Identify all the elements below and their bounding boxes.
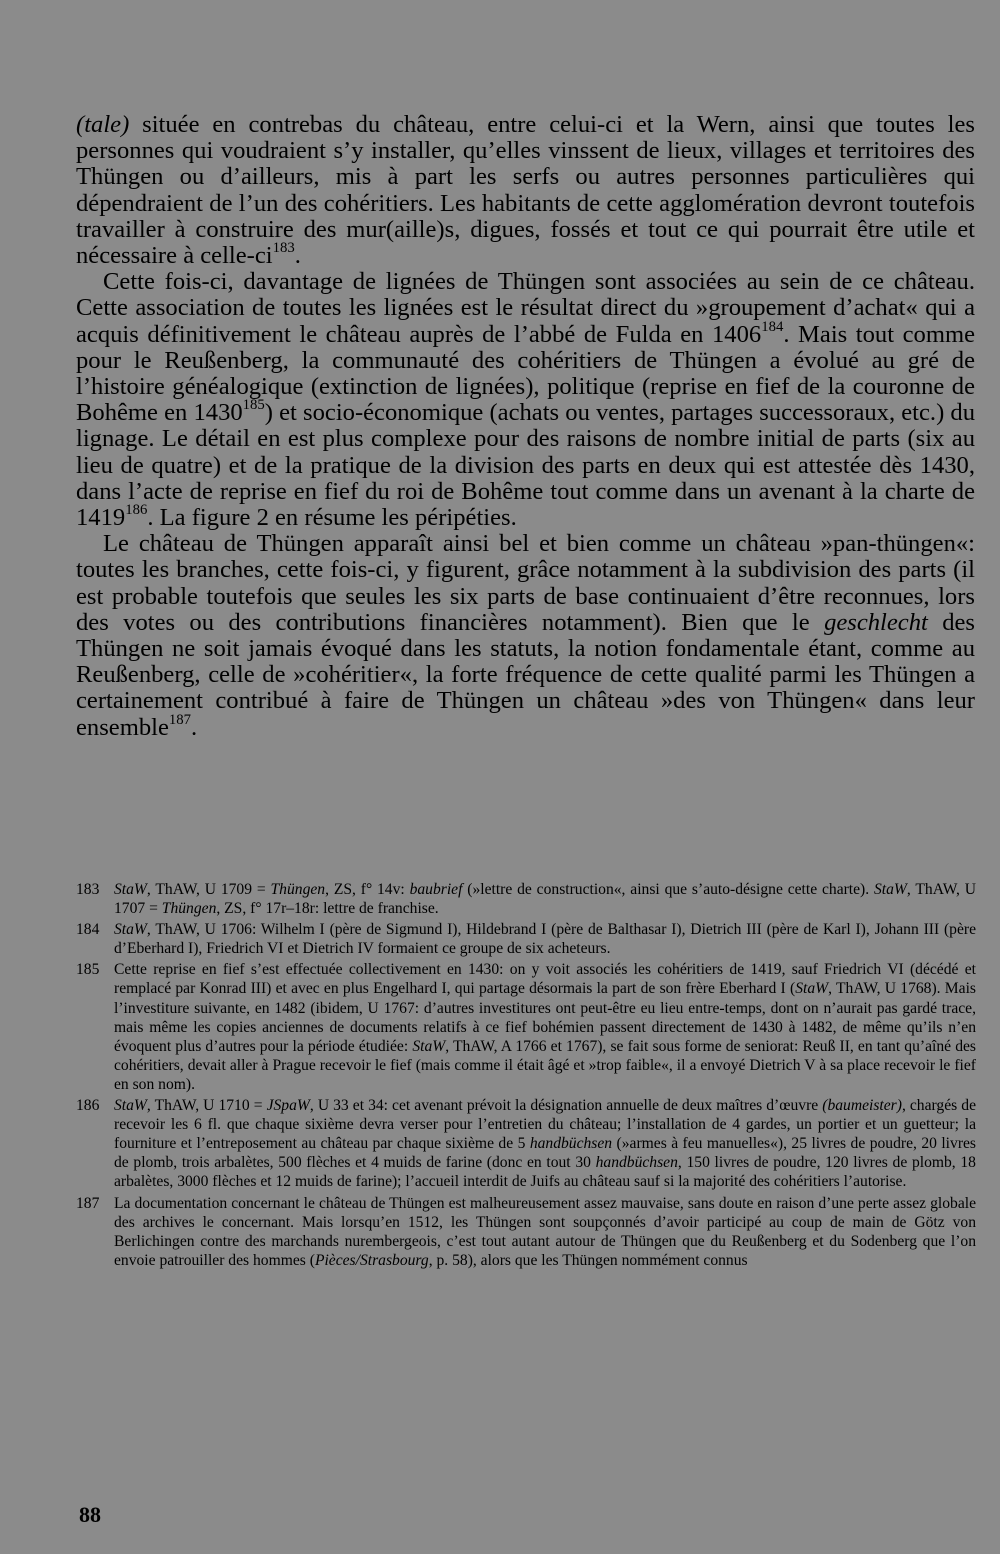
- footnote-number: 186: [76, 1097, 100, 1115]
- text-run: des Thüngen ne soit jamais évoqué dans les statuts, la notion fondamentale étant, comme au Reußenberg, celle de »cohéritier«, la forte fréquence de cette qualité parmi les Thüngen a certainement contribué à faire de Thüngen un château »des von Thüngen« dans leur ensemble: [76, 608, 976, 741]
- italic-run: baubrief: [409, 881, 463, 898]
- text-run: ) et socio-économique (achats ou ventes, partages successoraux, etc.) du lignage. Le détail en est plus complexe pour des raisons de nombre initial de parts (six au lieu de quatre) et de la pratique de la division des parts en deux qui est attestée dès 1430, dans l’acte de reprise en fief du roi de Bohême tout comme dans un avenant à la charte de 1419: [76, 399, 976, 532]
- footnote-text: [114, 1194, 976, 1270]
- main-text: [76, 112, 975, 741]
- footnote-ref: 183: [272, 239, 295, 256]
- italic-run: handbüchsen: [529, 1135, 613, 1153]
- footnotes: [76, 880, 976, 1272]
- footnote-185: [76, 960, 976, 1094]
- italic-run: StaW: [114, 881, 147, 898]
- paragraph-2: [76, 269, 975, 531]
- text-run: , ThAW, U 1707 =: [114, 881, 976, 918]
- text-run: , p. 58), alors que les Thüngen nommément connus: [428, 1251, 748, 1269]
- footnote-ref: 186: [125, 501, 148, 518]
- text-run: , chargés de recevoir les 6 fl. que chaque sixième devra verser pour l’entretien du château; l’installation de 4 gardes, un portier et un guetteur; la fourniture et l’entreposement au château par chaque sixième de 5: [114, 1097, 976, 1153]
- text-run: , ZS, f° 17r–18r: lettre de franchise.: [216, 900, 439, 918]
- text-run: , 150 livres de poudre, 120 livres de plomb, 18 arbalètes, 3000 flèches et 12 muids de farine); l’accueil interdit de Juifs au château sauf si la majorité des cohéritiers l’autorise.: [114, 1154, 976, 1191]
- footnote-number: 183: [76, 881, 100, 898]
- footnote-183: [76, 880, 976, 918]
- italic-run: Thüngen: [270, 881, 326, 898]
- text-run: , U 33 et 34: cet avenant prévoit la désignation annuelle de deux maîtres d’œuvre: [309, 1097, 823, 1115]
- paragraph-3: [76, 531, 975, 741]
- footnote-number: 185: [76, 961, 100, 979]
- text-run: , ThAW, U 1768). Mais l’investiture suivante, en 1482 (ibidem, U 1767: d’autres investitures ont peut-être eu lieu entre-temps, dont on n’aurait pas gardé trace, mais même les copies anciennes de documents relatifs à ce fief bohémien passent directement de 1430 à 1482, de même qu’ils n’en évoquent plus d’autres pour la période étudiée:: [114, 980, 976, 1055]
- text-run: , ThAW, U 1709 =: [146, 881, 271, 898]
- italic-run: geschlecht: [824, 608, 928, 636]
- footnote-text: [114, 1096, 976, 1191]
- text-run: . Mais tout comme pour le Reußenberg, la communauté des cohéritiers de Thüngen a évolué au gré de l’histoire généalogique (extinction de lignées), politique (reprise en fief de la couronne de Bohême en 1430: [76, 320, 975, 427]
- footnote-ref: 185: [242, 397, 265, 414]
- footnote-186: [76, 1096, 976, 1191]
- text-run: Cette fois-ci, davantage de lignées de Thüngen sont associées au sein de ce château. Cette association de toutes les lignées est le résultat direct du »groupement d’achat« qui a acquis définitivement le château auprès de l’abbé de Fulda en 1406: [76, 268, 975, 348]
- text-run: , ThAW, U 1710 =: [146, 1097, 267, 1115]
- italic-run: StaW: [874, 881, 907, 898]
- italic-run: StaW: [795, 980, 829, 998]
- text-run: , ZS, f° 14v:: [325, 881, 410, 898]
- text-run: (»armes à feu manuelles«), 25 livres de poudre, 20 livres de plomb, trois arbalètes, 500 flèches et 4 muids de farine (donc en tout 30: [114, 1135, 976, 1172]
- footnote-ref: 184: [761, 318, 784, 335]
- footnote-ref: 187: [168, 711, 192, 728]
- footnote-187: [76, 1194, 976, 1270]
- text-run: , ThAW, A 1766 et 1767), se fait sous forme de seniorat: Reuß II, en tant qu’aîné des cohéritiers, devait aller à Prague recevoir le fief (mais comme il était âgé et »trop faible«, il a envoyé Dietrich V à sa place recevoir le fief en son nom).: [114, 1037, 976, 1093]
- footnote-text: [114, 880, 976, 918]
- italic-run: handbüchsen: [595, 1154, 678, 1172]
- text-run: située en contrebas du château, entre celui-ci et la Wern, ainsi que toutes les personnes qui voudraient s’y installer, qu’elles vinssent de lieux, villages et territoires des Thüngen ou d’ailleurs, mis à part les serfs ou autres personnes particulières qui dépendraient de l’un des cohéritiers. Les habitants de cette agglomération devront toutefois travailler à construire des mur(aille)s, digues, fossés et tout ce qui pourrait être utile et nécessaire à celle-ci: [76, 111, 975, 270]
- text-run: . La figure 2 en résume les péripéties.: [147, 504, 517, 532]
- italic-run: (tale): [76, 111, 130, 138]
- italic-run: StaW: [412, 1037, 446, 1055]
- italic-run: JSpaW: [266, 1097, 310, 1115]
- footnote-text: [114, 920, 976, 958]
- text-run: Le château de Thüngen apparaît ainsi bel et bien comme un château »pan-thüngen«: toutes les branches, cette fois-ci, y figurent, grâce notamment à la subdivision des parts (il est probable toutefois que seules les six parts de base continuaient d’être reconnues, lors des votes ou des contributions financières notamment). Bien que le: [76, 530, 975, 636]
- footnote-number: 184: [76, 921, 100, 939]
- text-run: .: [294, 242, 301, 270]
- paragraph-1: [76, 112, 975, 269]
- footnote-number: 187: [76, 1194, 100, 1212]
- text-run: , ThAW, U 1706: Wilhelm I (père de Sigmund I), Hildebrand I (père de Balthasar I), Dietrich III (père de Karl I), Johann III (père d’Eberhard I), Friedrich VI et Dietrich IV formaient ce groupe de six acheteurs.: [114, 921, 976, 958]
- text-run: Cette reprise en fief s’est effectuée collectivement en 1430: on y voit associés les cohéritiers de 1419, sauf Friedrich VI (décédé et remplacé par Konrad III) et avec en plus Engelhard I, qui partage désormais la part de son frère Eberhard I (: [114, 961, 976, 998]
- italic-run: (baumeister): [822, 1097, 902, 1115]
- text-run: .: [191, 713, 198, 741]
- text-run: La documentation concernant le château de Thüngen est malheureusement assez mauvaise, sans doute en raison d’une perte assez globale des archives le concernant. Mais lorsqu’en 1512, les Thüngen sont soupçonnés d’avoir participé au coup de main de Götz von Berlichingen contre des marchands nurembergeois, c’est tout autant autour de Thüngen que du Reußenberg et du Sodenberg que l’on envoie patrouiller des hommes (: [114, 1194, 976, 1269]
- italic-run: StaW: [114, 921, 147, 939]
- italic-run: StaW: [114, 1097, 147, 1115]
- page-number: 88: [79, 1502, 101, 1527]
- italic-run: Pièces/Strasbourg: [314, 1251, 429, 1269]
- text-run: (»lettre de construction«, ainsi que s’auto-désigne cette charte).: [462, 881, 874, 898]
- italic-run: Thüngen: [161, 900, 217, 918]
- footnote-184: [76, 920, 976, 958]
- footnote-text: [114, 960, 976, 1094]
